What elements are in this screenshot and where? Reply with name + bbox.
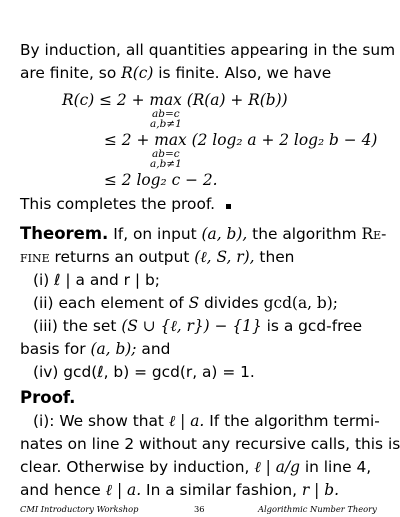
body-text: (iii) the set xyxy=(33,317,117,335)
math-inline: ℓ | a/g xyxy=(254,458,300,476)
proof-line-1 xyxy=(33,411,380,431)
body-text: returns an output xyxy=(54,248,190,266)
proof-end-line xyxy=(20,194,215,214)
body-text: In a similar fashion, xyxy=(146,481,297,499)
equation-line-1: R(c) ≤ 2 + max (R(a) + R(b)) xyxy=(62,91,288,109)
body-text: then xyxy=(259,248,295,266)
page-number: 36 xyxy=(194,504,205,514)
theorem-item-2 xyxy=(33,293,338,313)
math-inline: (S ∪ {ℓ, r}) − {1} xyxy=(121,317,262,335)
body-line-1 xyxy=(20,40,395,60)
body-text: in line 4, xyxy=(304,458,372,476)
proof-heading: Proof. xyxy=(20,388,76,407)
math-inline: ℓ | a. xyxy=(168,412,205,430)
body-text: divides xyxy=(204,294,259,312)
math-inline: (a, b); xyxy=(90,340,137,358)
equation-line-3: ≤ 2 log₂ c − 2. xyxy=(104,171,218,189)
body-text: nates on line 2 without any recursive calls, this is xyxy=(20,435,400,453)
body-line-2 xyxy=(20,63,331,83)
theorem-item-1 xyxy=(33,270,160,290)
equation-subscript: a,b≠1 xyxy=(150,118,182,130)
algorithm-name: Re- xyxy=(361,225,387,243)
theorem-item-4 xyxy=(33,362,255,382)
body-text: are finite, so xyxy=(20,64,117,82)
math-inline: (a, b), xyxy=(201,225,248,243)
equation-subscript: ab=c xyxy=(152,148,180,160)
body-text: This completes the proof. xyxy=(20,195,216,213)
body-text: (ii) each element of xyxy=(33,294,184,312)
math-inline: S xyxy=(188,294,200,312)
body-text: clear. Otherwise by induction, xyxy=(20,458,250,476)
body-text: the algorithm xyxy=(252,225,357,243)
footer-left: CMI Introductory Workshop xyxy=(20,504,139,514)
proof-heading-line xyxy=(20,388,75,408)
math-inline: ℓ | a. xyxy=(105,481,142,499)
proof-line-2 xyxy=(20,434,400,454)
body-text: If, on input xyxy=(113,225,197,243)
equation-subscript: ab=c xyxy=(152,108,180,120)
body-text: By induction, all quantities appearing in the sum xyxy=(20,41,396,59)
body-text: and xyxy=(141,340,171,358)
theorem-line-1 xyxy=(20,224,386,244)
proof-line-3 xyxy=(20,457,371,477)
math-inline: (ℓ, S, r), xyxy=(194,248,255,266)
body-text: If the algorithm termi- xyxy=(209,412,380,430)
body-text: basis for xyxy=(20,340,86,358)
proof-line-4 xyxy=(20,480,339,500)
body-text: is a gcd-free xyxy=(266,317,363,335)
math-inline: gcd(a, b); xyxy=(263,294,338,312)
equation-line-2: ≤ 2 + max (2 log₂ a + 2 log₂ b − 4) xyxy=(104,131,378,149)
equation-subscript: a,b≠1 xyxy=(150,158,182,170)
body-text: and hence xyxy=(20,481,101,499)
math-inline: R(c) xyxy=(121,64,154,82)
theorem-line-2 xyxy=(20,247,294,267)
body-text: (i): We show that xyxy=(33,412,164,430)
body-text: (i) ℓ | a and r | b; xyxy=(33,271,160,289)
body-text: is finite. Also, we have xyxy=(158,64,332,82)
theorem-heading: Theorem. xyxy=(20,224,109,243)
body-text: (iv) gcd(ℓ, b) = gcd(r, a) = 1. xyxy=(33,363,255,381)
algorithm-name: fine xyxy=(20,248,50,266)
math-inline: r | b. xyxy=(301,481,339,499)
qed-square-icon xyxy=(226,204,231,209)
theorem-item-3-continued xyxy=(20,339,170,359)
footer-right: Algorithmic Number Theory xyxy=(258,504,377,514)
theorem-item-3 xyxy=(33,316,362,336)
